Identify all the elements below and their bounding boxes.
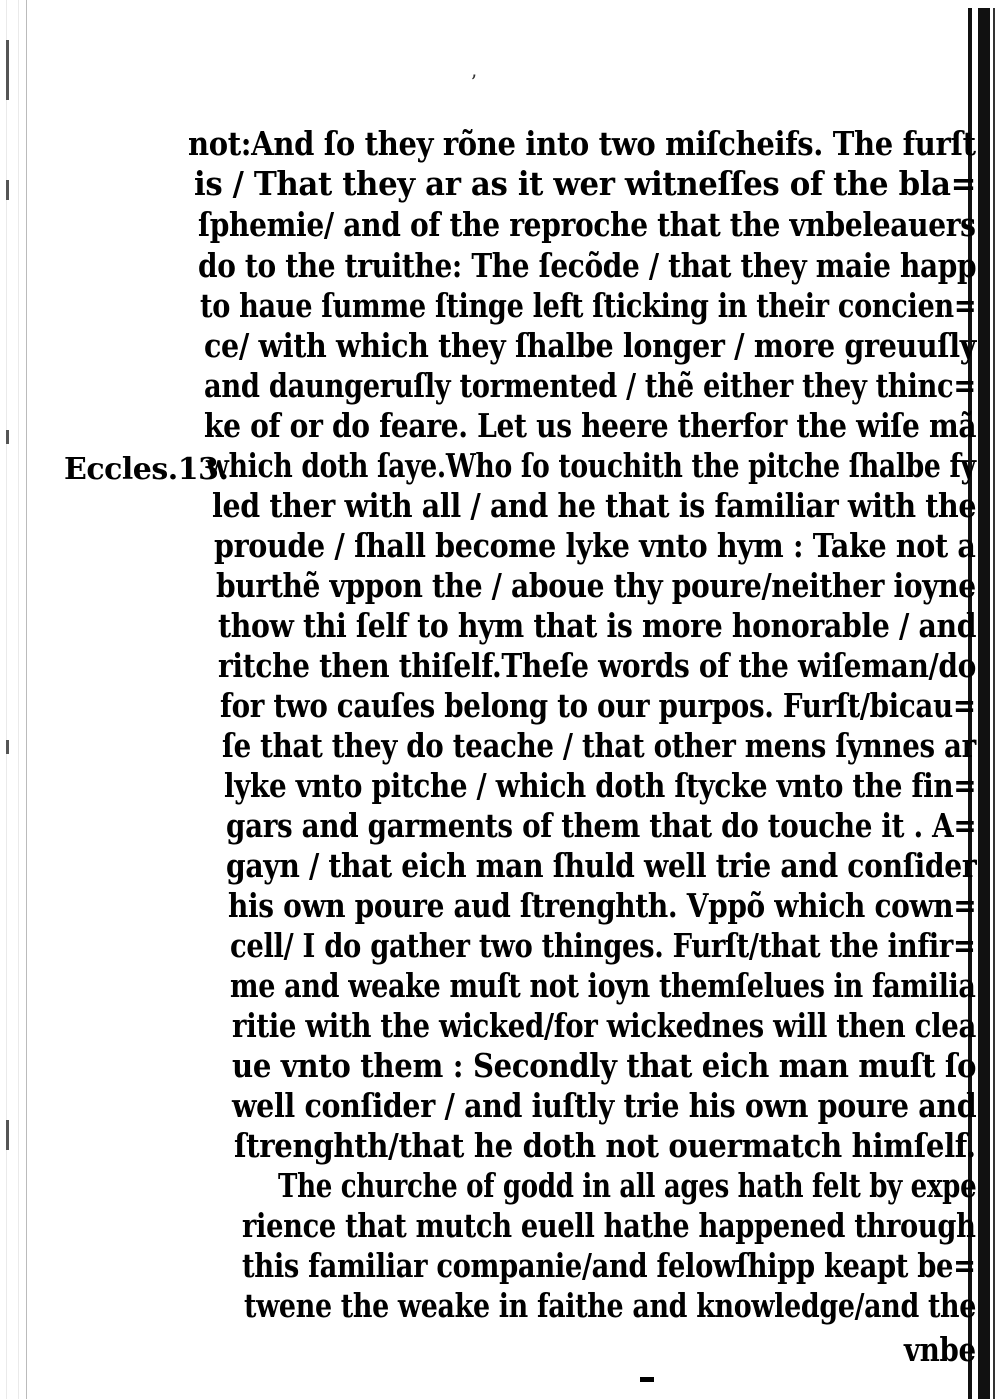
text-line: ue vnto them : Secondly that eich man muſt ſo [232,1046,977,1085]
text-line: and daungeruſly tormented / thẽ either they thinc= [204,366,976,405]
text-line: not:And ſo they rõne into two miſcheifs. The furſt [188,124,976,163]
text-line: to haue ſumme ſtinge left ſticking in their concien= [200,286,977,325]
catchword: vnbe [904,1330,976,1369]
text-line: gayn / that eich man ſhuld well trie and conſider [226,846,977,885]
gutter-mark [6,40,9,100]
text-line: led ther with all / and he that is familiar with the [212,486,977,525]
edge-shadow [993,8,995,1399]
text-line: me and weake muſt not ioyn themſelues in familia [230,966,976,1005]
text-line: thow thi ſelf to hym that is more honorable / and [218,606,977,645]
text-line: rience that mutch euell hathe happened through [242,1206,976,1245]
gutter-mark [6,430,9,444]
text-line: this familiar companie/and felowſhipp keapt be= [242,1246,976,1285]
text-line: do to the truithe: The ſecõde / that they maie happ [198,246,977,285]
text-line: twene the weake in faithe and knowledge/and the [244,1286,977,1325]
text-line: gars and garments of them that do touche it . A= [226,806,977,845]
text-block [150,0,978,1399]
text-line: his own poure aud ſtrenghth. Vppõ which cown= [228,886,977,925]
text-line: ke of or do feare. Let us heere therfor the wiſe mã [204,406,977,445]
gutter-mark [6,180,9,200]
text-line: cell/ I do gather two thinges. Furſt/that the infir= [230,926,976,965]
text-line: ſtrenghth/that he doth not ouermatch himſelf. [234,1126,976,1165]
text-line: ce/ with which they ſhalbe longer / more greuuſly [204,326,976,365]
text-line: ritche then thiſelf.Theſe words of the wiſeman/do [218,646,977,685]
text-line: which doth ſaye.Who ſo touchith the pitche ſhalbe fy [206,446,976,485]
text-line: lyke vnto pitche / which doth ſtycke vnto the fin= [224,766,977,805]
text-line: for two cauſes belong to our purpos. Furſt/bicau= [220,686,976,725]
text-line: is / That they ar as it wer witneſſes of the bla= [194,164,977,203]
stray-mark-bottom [640,1377,654,1382]
gutter-mark [6,740,9,754]
text-line: burthẽ vppon the / aboue thy poure/neither ioyne [216,566,976,605]
text-line: ritie with the wicked/for wickednes will then clea [232,1006,976,1045]
text-line: ſe that they do teache / that other mens ſynnes ar [222,726,976,765]
text-line: The churche of godd in all ages hath felt by expe [278,1166,977,1205]
page-gutter-left [0,0,27,1399]
gutter-mark [6,1120,9,1150]
marginal-note: Eccles.13. [64,452,229,487]
text-line: well conſider / and iuſtly trie his own poure and [232,1086,977,1125]
stray-mark: ʼ [470,70,477,94]
text-line: proude / ſhall become lyke vnto hym : Take not a [214,526,976,565]
edge-shadow [978,8,990,1399]
text-line: ſphemie/ and of the reproche that the vnbeleauers [198,205,976,244]
